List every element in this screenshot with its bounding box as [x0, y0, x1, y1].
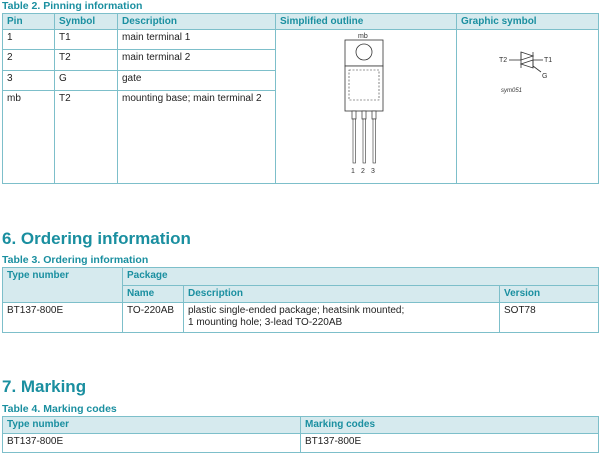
- lead-3: [373, 119, 376, 163]
- triac-diode-1: [521, 52, 533, 60]
- table2-caption: Table 2. Pinning information: [2, 0, 143, 12]
- symbol-cell: T1: [55, 30, 118, 50]
- col-marking-codes: Marking codes: [301, 417, 599, 434]
- name-cell: TO-220AB: [123, 303, 184, 333]
- section-6-title: 6. Ordering information: [2, 229, 191, 248]
- col-name: Name: [123, 286, 184, 303]
- g-label: G: [542, 73, 548, 80]
- to220-outline-drawing: [276, 30, 456, 180]
- table-row: [3, 434, 599, 453]
- t2-label: T2: [499, 57, 508, 64]
- description-cell: mounting base; main terminal 2: [118, 91, 276, 184]
- col-description: Description: [184, 286, 500, 303]
- pin-cell: 3: [3, 70, 55, 90]
- table3-caption: Table 3. Ordering information: [2, 254, 149, 266]
- description-cell: gate: [118, 70, 276, 90]
- marking-code-cell: BT137-800E: [301, 434, 599, 453]
- outline-cell: [276, 30, 457, 184]
- marking-table: [2, 416, 599, 453]
- description-cell: main terminal 2: [118, 50, 276, 70]
- col-package: Package: [123, 268, 599, 286]
- pin-label-1: 1: [351, 168, 355, 175]
- pinning-table: [2, 13, 599, 184]
- version-cell: SOT78: [500, 303, 599, 333]
- description-line-1: plastic single-ended package; heatsink mounted;: [188, 305, 405, 316]
- graphic-symbol-cell: [457, 30, 599, 184]
- symbol-cell: T2: [55, 91, 118, 184]
- body-outline: [345, 66, 383, 111]
- pin-cell: mb: [3, 91, 55, 184]
- description-cell: [184, 303, 500, 333]
- table-row: [3, 30, 599, 50]
- col-graphic-symbol: Graphic symbol: [457, 14, 599, 30]
- pin-cell: 2: [3, 50, 55, 70]
- col-type-number: Type number: [3, 268, 123, 303]
- triac-diode-2: [521, 60, 533, 68]
- lead-2: [363, 119, 366, 163]
- mb-label: mb: [358, 33, 368, 40]
- symbol-ref: sym051: [501, 88, 523, 94]
- description-line-2: 1 mounting hole; 3-lead TO-220AB: [188, 317, 343, 328]
- gate-lead: [533, 66, 541, 72]
- col-version: Version: [500, 286, 599, 303]
- section-7-title: 7. Marking: [2, 377, 87, 396]
- col-pin: Pin: [3, 14, 55, 30]
- t1-label: T1: [544, 57, 553, 64]
- ordering-table: [2, 267, 599, 333]
- pin-label-2: 2: [361, 168, 365, 175]
- description-cell: main terminal 1: [118, 30, 276, 50]
- triac-symbol-drawing: [457, 30, 597, 180]
- table4-caption: Table 4. Marking codes: [2, 403, 117, 415]
- symbol-cell: G: [55, 70, 118, 90]
- symbol-cell: T2: [55, 50, 118, 70]
- table-row: [3, 303, 599, 333]
- col-type-number: Type number: [3, 417, 301, 434]
- pin-label-3: 3: [371, 168, 375, 175]
- col-outline: Simplified outline: [276, 14, 457, 30]
- col-symbol: Symbol: [55, 14, 118, 30]
- pin-cell: 1: [3, 30, 55, 50]
- col-description: Description: [118, 14, 276, 30]
- type-cell: BT137-800E: [3, 434, 301, 453]
- type-cell: BT137-800E: [3, 303, 123, 333]
- mounting-hole: [356, 44, 372, 60]
- lead-1: [353, 119, 356, 163]
